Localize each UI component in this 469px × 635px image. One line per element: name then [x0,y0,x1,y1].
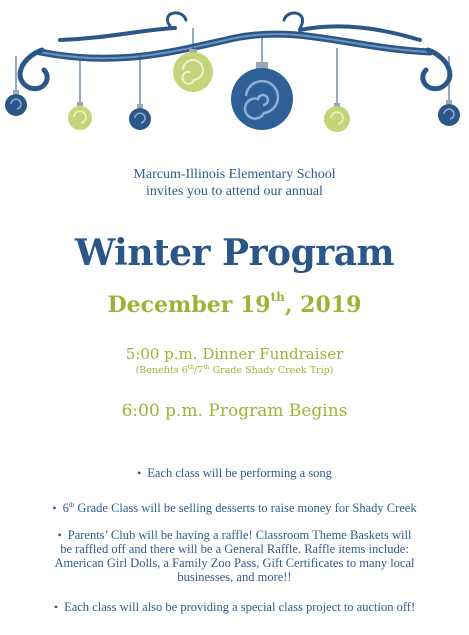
ribbon-garland [20,13,450,89]
date-year: , 2019 [284,292,362,318]
benefit-part: (Benefits 6 [135,365,188,377]
bullet-icon: • [137,466,142,480]
school-name: Marcum-Illinois Elementary School [133,167,336,182]
bullet-text: Each class will also be providing a special class project to auction off! [64,600,416,614]
bullet-icon: • [52,501,57,516]
benefit-sup: th [187,364,195,371]
bullet-text: be raffled off and there will be a General Raffle. Raffle items include: [60,542,409,556]
ornament-banner [0,0,469,145]
bullet-text: 6 [62,501,69,516]
ornament-lime-medium-icon [173,28,213,92]
ornament-lime-right-icon [324,48,350,132]
bullet-item [0,498,469,515]
bullet-text: Grade Class will be selling desserts to raise money for Shady Creek [74,501,417,516]
date-ordinal: th [270,289,285,304]
invitation-line: invites you to attend our annual [146,184,323,199]
bullet-text: businesses, and more!! [177,570,292,584]
event-title: Winter Program [74,232,395,274]
ornament-navy-large-icon [231,38,293,130]
benefit-part: /7 [194,365,204,377]
bullet-item [0,528,469,584]
date-text: December 19 [107,292,271,318]
ornament-lime-left-icon [68,60,92,130]
ornament-navy-midleft-icon [129,55,151,130]
benefit-sup: th [203,364,210,371]
bullet-icon: • [53,600,59,614]
dinner-benefit-note [0,364,469,376]
bullet-icon: • [57,528,62,542]
bullet-text: American Girl Dolls, a Family Zoo Pass, Gift Certificates to many local [54,556,415,570]
dinner-fundraiser: 5:00 p.m. Dinner Fundraiser [125,345,344,363]
program-start: 6:00 p.m. Program Begins [121,401,348,421]
bullet-sup: th [68,501,75,509]
bullet-item [0,600,469,614]
bullet-item [0,466,469,480]
event-date [0,289,469,318]
bullet-text: Each class will be performing a song [147,466,332,480]
bullet-text: Parents’ Club will be having a raffle! Classroom Theme Baskets will [67,528,412,542]
ornament-navy-right-icon [438,56,460,126]
benefit-part: Grade Shady Creek Trip) [209,365,334,377]
